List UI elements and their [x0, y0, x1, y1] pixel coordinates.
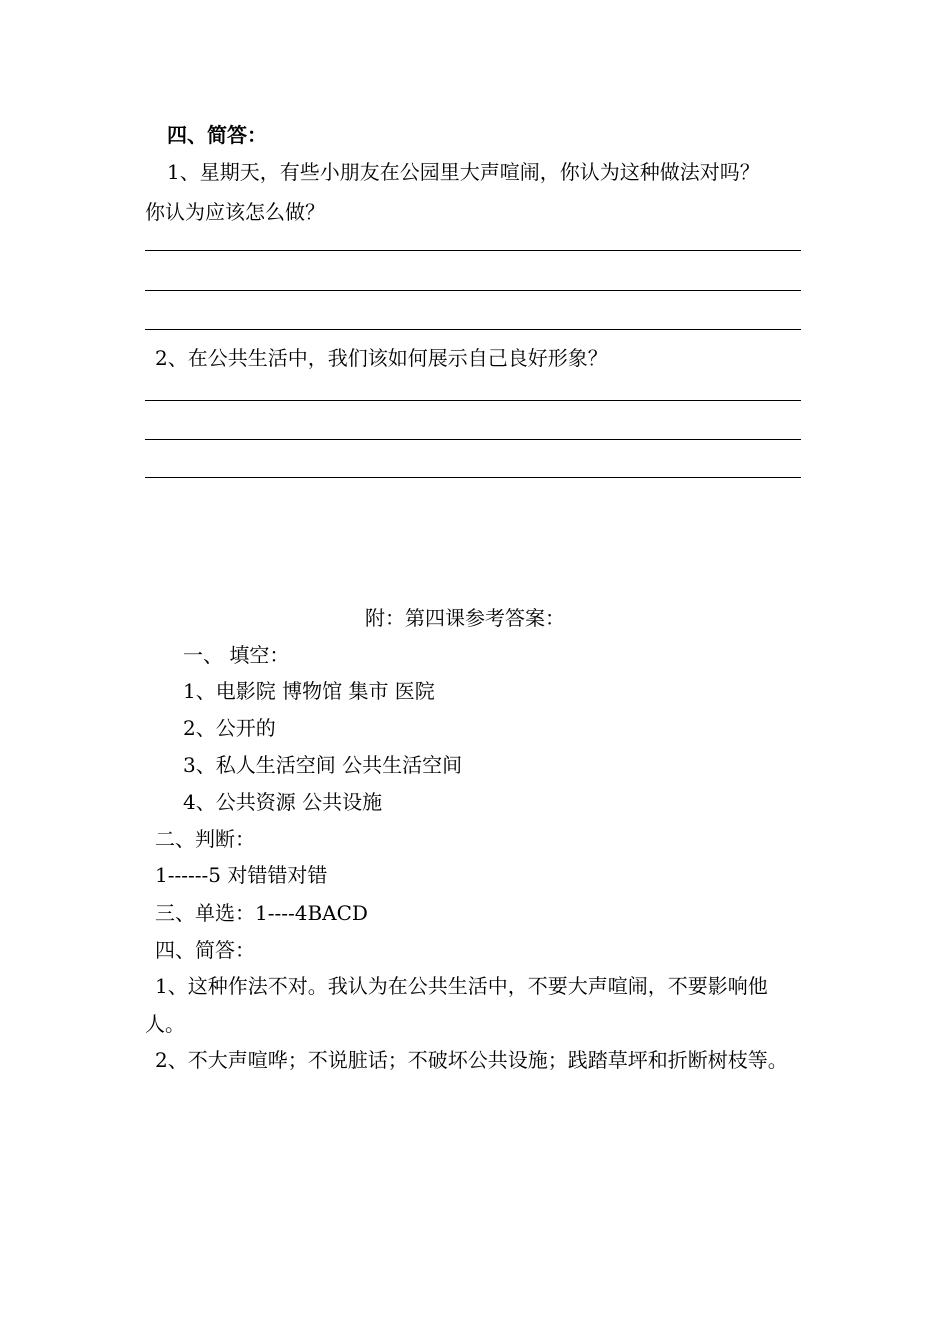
- answer-blank-line[interactable]: [145, 439, 801, 440]
- part-4-answer-1-line-2: 人。: [145, 1012, 185, 1036]
- answer-blank-line[interactable]: [145, 477, 801, 478]
- question-1-line-2: 你认为应该怎么做？: [145, 200, 325, 224]
- part-3-answer: 三、单选：1----4BACD: [155, 901, 368, 925]
- part-1-item: 4、公共资源 公共设施: [183, 790, 383, 814]
- part-1-heading: 一、 填空：: [183, 643, 290, 667]
- part-4-heading: 四、简答：: [155, 938, 255, 962]
- part-1-item: 1、电影院 博物馆 集市 医院: [183, 679, 435, 703]
- part-2-heading: 二、判断：: [155, 827, 255, 851]
- part-2-answer: 1------5 对错错对错: [155, 863, 328, 887]
- answer-blank-line[interactable]: [145, 400, 801, 401]
- answer-key-title: 附：第四课参考答案：: [365, 606, 565, 630]
- answer-blank-line[interactable]: [145, 290, 801, 291]
- question-2: 2、在公共生活中，我们该如何展示自己良好形象？: [155, 346, 608, 370]
- answer-blank-line[interactable]: [145, 250, 801, 251]
- part-1-item: 2、公开的: [183, 716, 276, 740]
- part-4-answer-2: 2、不大声喧哗；不说脏话；不破坏公共设施；践踏草坪和折断树枝等。: [155, 1048, 788, 1072]
- part-4-answer-1-line-1: 1、这种作法不对。我认为在公共生活中，不要大声喧闹，不要影响他: [155, 974, 768, 998]
- question-1-line-1: 1、星期天，有些小朋友在公园里大声喧闹，你认为这种做法对吗？: [167, 160, 760, 184]
- answer-blank-line[interactable]: [145, 329, 801, 330]
- section-heading: 四、简答：: [167, 123, 267, 147]
- part-1-item: 3、私人生活空间 公共生活空间: [183, 753, 463, 777]
